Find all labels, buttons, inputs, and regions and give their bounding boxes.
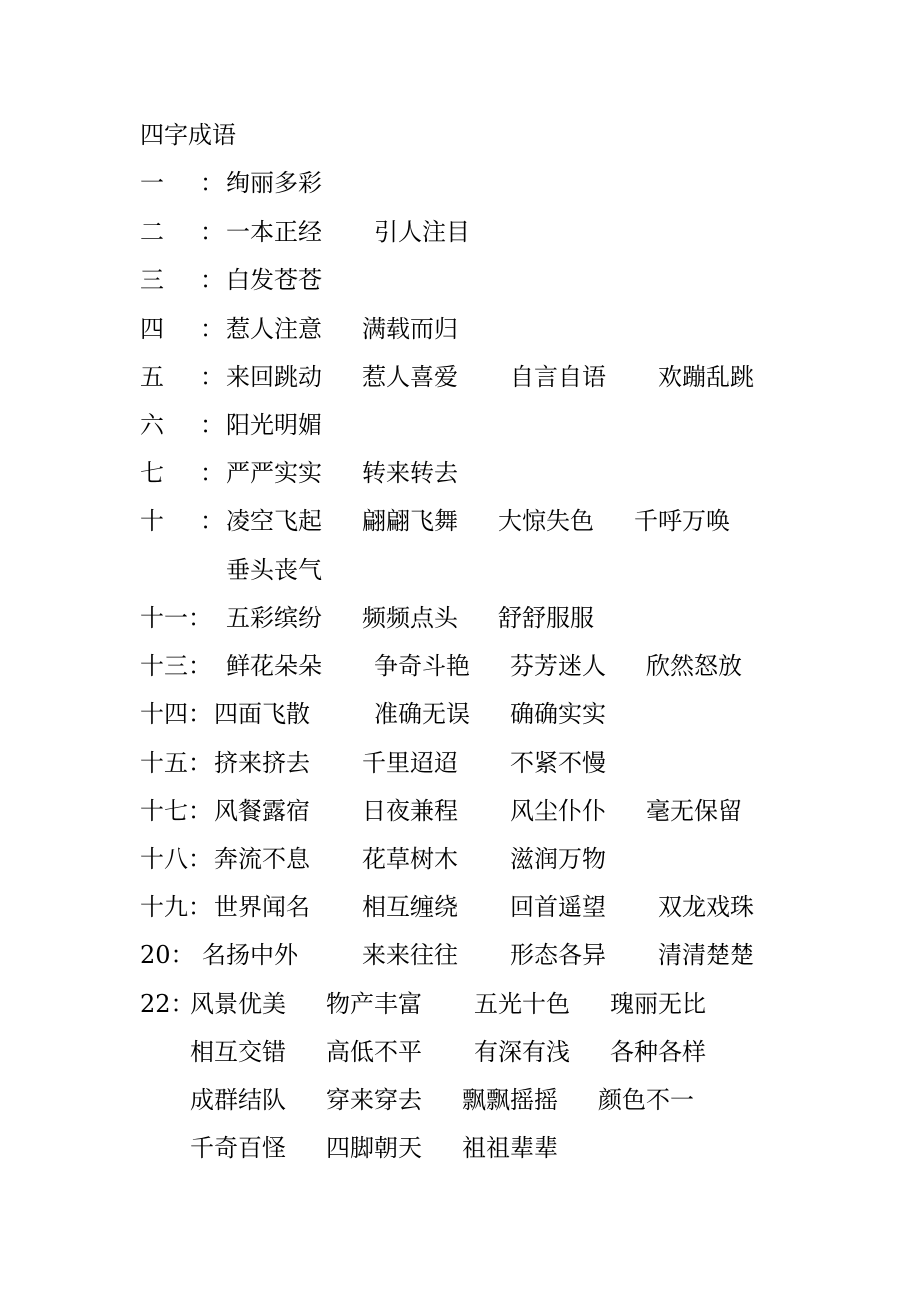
idiom-item: 花草树木 bbox=[362, 845, 458, 873]
idiom-item: 世界闻名 bbox=[214, 893, 310, 921]
idiom-line bbox=[0, 601, 920, 635]
idiom-line bbox=[0, 263, 920, 297]
idiom-item: 准确无误 bbox=[374, 700, 470, 728]
line-colon: ： bbox=[200, 218, 224, 246]
line-label: 十三： bbox=[140, 652, 212, 680]
idiom-item: 名扬中外 bbox=[202, 941, 298, 969]
idiom-item: 千呼万唤 bbox=[634, 507, 730, 535]
idiom-item: 来回跳动 bbox=[226, 363, 322, 391]
idiom-item: 风景优美 bbox=[190, 990, 286, 1018]
line-label: 十 bbox=[140, 507, 164, 535]
idiom-item: 惹人喜爱 bbox=[362, 363, 458, 391]
line-label: 十五： bbox=[140, 749, 212, 777]
idiom-item: 滋润万物 bbox=[510, 845, 606, 873]
line-colon: ： bbox=[200, 169, 224, 197]
idiom-item: 挤来挤去 bbox=[214, 749, 310, 777]
idiom-item: 千里迢迢 bbox=[362, 749, 458, 777]
line-label: 七 bbox=[140, 459, 164, 487]
idiom-item: 五彩缤纷 bbox=[226, 604, 322, 632]
idiom-line bbox=[0, 697, 920, 731]
idiom-line bbox=[0, 987, 920, 1021]
idiom-item: 一本正经 bbox=[226, 218, 322, 246]
idiom-item: 频频点头 bbox=[362, 604, 458, 632]
idiom-line bbox=[0, 1035, 920, 1069]
idiom-item: 自言自语 bbox=[510, 363, 606, 391]
idiom-item: 颜色不一 bbox=[598, 1086, 694, 1114]
idiom-item: 物产丰富 bbox=[326, 990, 422, 1018]
idiom-line bbox=[0, 408, 920, 442]
idiom-item: 清清楚楚 bbox=[658, 941, 754, 969]
idiom-item: 祖祖辈辈 bbox=[462, 1134, 558, 1162]
idiom-item: 满载而归 bbox=[362, 315, 458, 343]
line-label: 20： bbox=[140, 941, 195, 969]
idiom-item: 鲜花朵朵 bbox=[226, 652, 322, 680]
line-label: 十四： bbox=[140, 700, 212, 728]
idiom-line bbox=[0, 312, 920, 346]
line-label: 22： bbox=[140, 990, 195, 1018]
line-colon: ： bbox=[200, 266, 224, 294]
idiom-item: 相互缠绕 bbox=[362, 893, 458, 921]
line-colon: ： bbox=[200, 315, 224, 343]
idiom-line bbox=[0, 938, 920, 972]
idiom-item: 凌空飞起 bbox=[226, 507, 322, 535]
idiom-item: 日夜兼程 bbox=[362, 797, 458, 825]
idiom-item: 严严实实 bbox=[226, 459, 322, 487]
document-title: 四字成语 bbox=[140, 121, 236, 149]
line-colon: ： bbox=[200, 459, 224, 487]
idiom-item: 来来往往 bbox=[362, 941, 458, 969]
idiom-line bbox=[0, 553, 920, 587]
line-label: 十七： bbox=[140, 797, 212, 825]
idiom-item: 舒舒服服 bbox=[498, 604, 594, 632]
idiom-item: 欣然怒放 bbox=[646, 652, 742, 680]
line-label: 十一： bbox=[140, 604, 212, 632]
idiom-item: 大惊失色 bbox=[498, 507, 594, 535]
line-label: 四 bbox=[140, 315, 164, 343]
idiom-item: 阳光明媚 bbox=[226, 411, 322, 439]
idiom-item: 白发苍苍 bbox=[226, 266, 322, 294]
idiom-line bbox=[0, 1131, 920, 1165]
idiom-item: 风餐露宿 bbox=[214, 797, 310, 825]
idiom-item: 有深有浅 bbox=[474, 1038, 570, 1066]
idiom-item: 风尘仆仆 bbox=[510, 797, 606, 825]
idiom-item: 四面飞散 bbox=[214, 700, 310, 728]
idiom-item: 双龙戏珠 bbox=[658, 893, 754, 921]
idiom-item: 瑰丽无比 bbox=[610, 990, 706, 1018]
idiom-item: 垂头丧气 bbox=[226, 556, 322, 584]
line-label: 十八： bbox=[140, 845, 212, 873]
idiom-item: 翩翩飞舞 bbox=[362, 507, 458, 535]
idiom-line bbox=[0, 166, 920, 200]
line-label: 十九： bbox=[140, 893, 212, 921]
line-label: 二 bbox=[140, 218, 164, 246]
idiom-item: 相互交错 bbox=[190, 1038, 286, 1066]
idiom-item: 绚丽多彩 bbox=[226, 169, 322, 197]
idiom-line bbox=[0, 456, 920, 490]
line-label: 五 bbox=[140, 363, 164, 391]
idiom-line bbox=[0, 890, 920, 924]
idiom-item: 欢蹦乱跳 bbox=[658, 363, 754, 391]
line-colon: ： bbox=[200, 507, 224, 535]
line-label: 六 bbox=[140, 411, 164, 439]
idiom-line bbox=[0, 215, 920, 249]
line-label: 一 bbox=[140, 169, 164, 197]
idiom-line bbox=[0, 794, 920, 828]
idiom-line bbox=[0, 842, 920, 876]
idiom-item: 争奇斗艳 bbox=[374, 652, 470, 680]
idiom-item: 不紧不慢 bbox=[510, 749, 606, 777]
idiom-item: 成群结队 bbox=[190, 1086, 286, 1114]
idiom-item: 四脚朝天 bbox=[326, 1134, 422, 1162]
idiom-item: 惹人注意 bbox=[226, 315, 322, 343]
idiom-item: 高低不平 bbox=[326, 1038, 422, 1066]
line-label: 三 bbox=[140, 266, 164, 294]
idiom-item: 五光十色 bbox=[474, 990, 570, 1018]
idiom-item: 引人注目 bbox=[374, 218, 470, 246]
idiom-item: 飘飘摇摇 bbox=[462, 1086, 558, 1114]
idiom-item: 毫无保留 bbox=[646, 797, 742, 825]
line-colon: ： bbox=[200, 363, 224, 391]
idiom-line bbox=[0, 746, 920, 780]
idiom-item: 芬芳迷人 bbox=[510, 652, 606, 680]
idiom-item: 转来转去 bbox=[362, 459, 458, 487]
idiom-item: 千奇百怪 bbox=[190, 1134, 286, 1162]
idiom-line bbox=[0, 360, 920, 394]
idiom-item: 奔流不息 bbox=[214, 845, 310, 873]
idiom-item: 确确实实 bbox=[510, 700, 606, 728]
idiom-item: 形态各异 bbox=[510, 941, 606, 969]
idiom-item: 各种各样 bbox=[610, 1038, 706, 1066]
idiom-line bbox=[0, 1083, 920, 1117]
idiom-item: 回首遥望 bbox=[510, 893, 606, 921]
idiom-line bbox=[0, 649, 920, 683]
line-colon: ： bbox=[200, 411, 224, 439]
idiom-line bbox=[0, 504, 920, 538]
idiom-item: 穿来穿去 bbox=[326, 1086, 422, 1114]
